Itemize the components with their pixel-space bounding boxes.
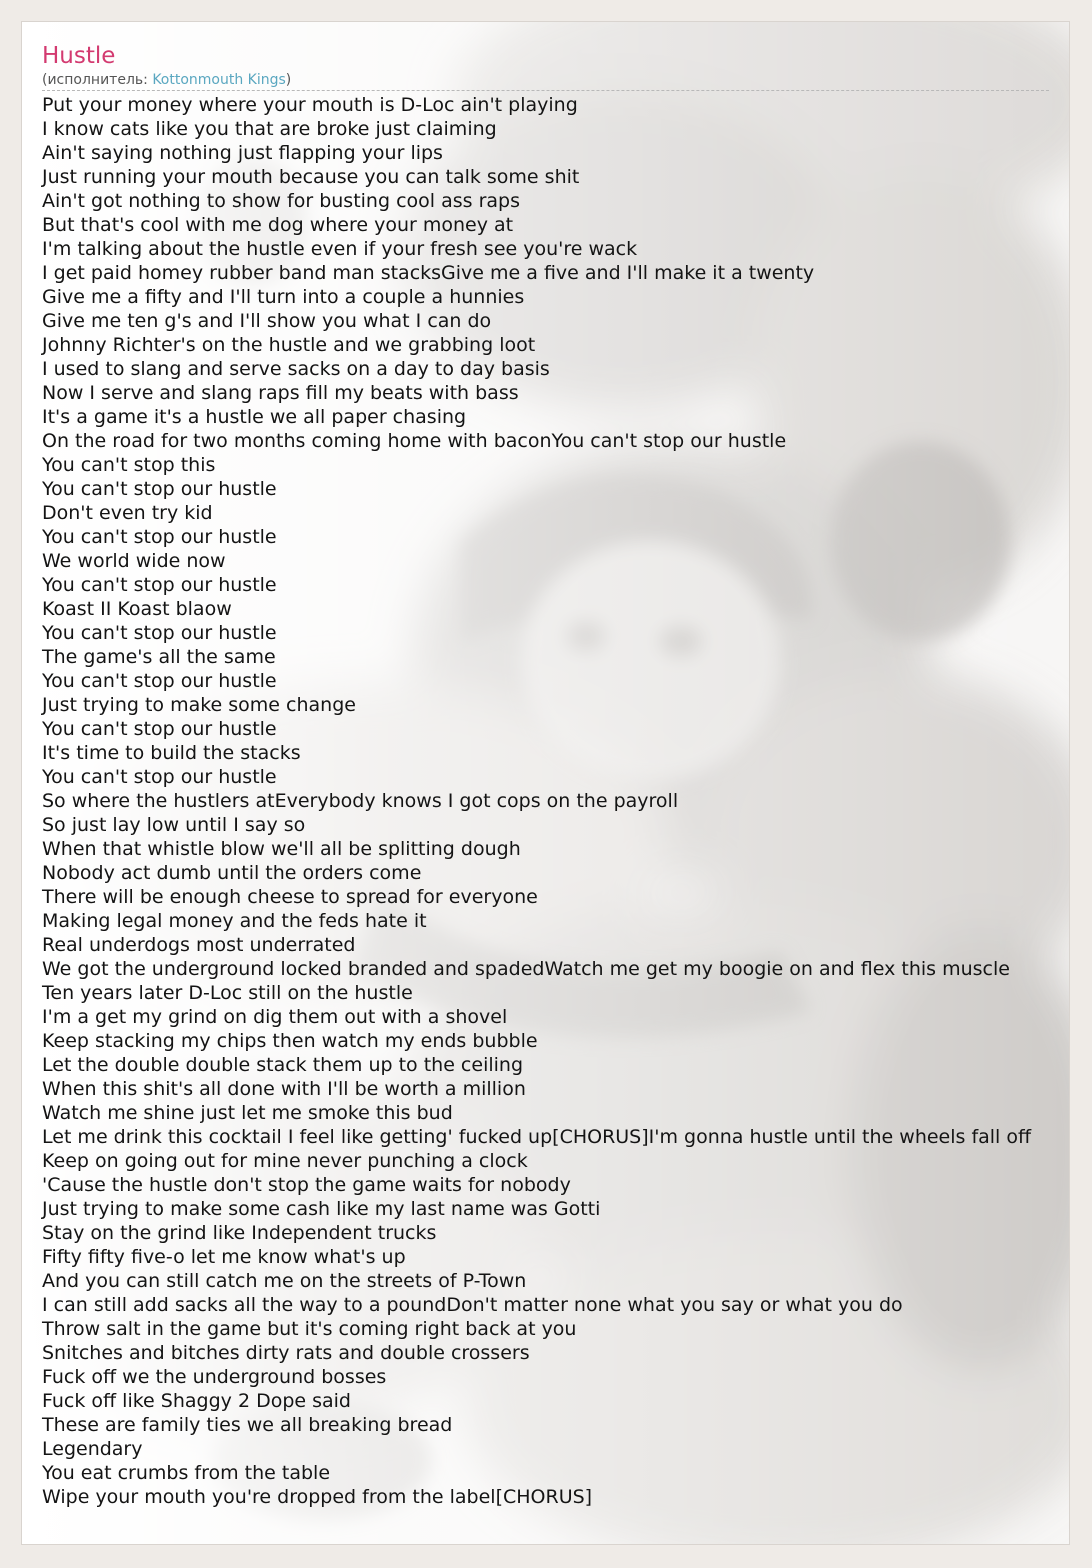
lyric-line: Ain't saying nothing just flapping your lips bbox=[42, 142, 443, 164]
lyric-line: It's a game it's a hustle we all paper chasing bbox=[42, 406, 467, 428]
lyric-line: On the road for two months coming home with baconYou can't stop our hustle bbox=[42, 430, 787, 452]
lyric-line: Let me drink this cocktail I feel like getting' fucked up[CHORUS]I'm gonna hustle until the wheels fall off bbox=[42, 1126, 1032, 1148]
lyric-line: Stay on the grind like Independent trucks bbox=[42, 1222, 437, 1244]
artist-line bbox=[42, 71, 1049, 91]
lyric-line: When that whistle blow we'll all be splitting dough bbox=[42, 838, 521, 860]
lyric-line: Ain't got nothing to show for busting cool ass raps bbox=[42, 190, 520, 212]
artist-link[interactable]: Kottonmouth Kings bbox=[152, 72, 286, 88]
lyric-line: It's time to build the stacks bbox=[42, 742, 301, 764]
lyric-line: I'm talking about the hustle even if your fresh see you're wack bbox=[42, 238, 638, 260]
lyric-line: Just running your mouth because you can talk some shit bbox=[42, 166, 580, 188]
lyric-line: Watch me shine just let me smoke this bud bbox=[42, 1102, 453, 1124]
lyric-line: Nobody act dumb until the orders come bbox=[42, 862, 422, 884]
lyric-line: Fuck off like Shaggy 2 Dope said bbox=[42, 1390, 351, 1412]
lyric-line: You can't stop our hustle bbox=[42, 622, 277, 644]
lyric-line: Ten years later D-Loc still on the hustle bbox=[42, 982, 413, 1004]
lyric-line: Put your money where your mouth is D-Loc ain't playing bbox=[42, 94, 578, 116]
lyric-line: The game's all the same bbox=[42, 646, 276, 668]
lyrics-page bbox=[21, 21, 1070, 1545]
lyric-line: 'Cause the hustle don't stop the game waits for nobody bbox=[42, 1174, 571, 1196]
lyric-line: Throw salt in the game but it's coming right back at you bbox=[42, 1318, 577, 1340]
artist-prefix: (исполнитель: bbox=[42, 72, 153, 88]
lyric-line: Snitches and bitches dirty rats and double crossers bbox=[42, 1342, 530, 1364]
lyric-line: Give me a fifty and I'll turn into a couple a hunnies bbox=[42, 286, 525, 308]
lyric-line: Koast II Koast blaow bbox=[42, 598, 232, 620]
lyric-line: You can't stop our hustle bbox=[42, 670, 277, 692]
lyric-line: Keep on going out for mine never punching a clock bbox=[42, 1150, 528, 1172]
lyric-line: I used to slang and serve sacks on a day to day basis bbox=[42, 358, 550, 380]
lyric-line: I can still add sacks all the way to a poundDon't matter none what you say or what you do bbox=[42, 1294, 903, 1316]
lyric-line: So just lay low until I say so bbox=[42, 814, 306, 836]
lyric-line: Just trying to make some change bbox=[42, 694, 356, 716]
lyric-line: We got the underground locked branded and spadedWatch me get my boogie on and flex this muscle bbox=[42, 958, 1010, 980]
lyric-line: Keep stacking my chips then watch my ends bubble bbox=[42, 1030, 538, 1052]
lyric-line: You can't stop our hustle bbox=[42, 766, 277, 788]
lyric-line: And you can still catch me on the streets of P-Town bbox=[42, 1270, 527, 1292]
lyric-line: You eat crumbs from the table bbox=[42, 1462, 331, 1484]
song-content bbox=[42, 41, 1049, 1509]
lyric-line: Johnny Richter's on the hustle and we grabbing loot bbox=[42, 334, 536, 356]
lyric-line: I get paid homey rubber band man stacksGive me a five and I'll make it a twenty bbox=[42, 262, 815, 284]
song-title: Hustle bbox=[42, 43, 116, 69]
lyric-line: When this shit's all done with I'll be worth a million bbox=[42, 1078, 526, 1100]
lyric-line: Just trying to make some cash like my last name was Gotti bbox=[42, 1198, 601, 1220]
lyric-line: We world wide now bbox=[42, 550, 226, 572]
lyric-line: You can't stop our hustle bbox=[42, 574, 277, 596]
lyric-line: Fifty fifty five-o let me know what's up bbox=[42, 1246, 406, 1268]
lyric-line: Let the double double stack them up to the ceiling bbox=[42, 1054, 524, 1076]
lyric-line: Fuck off we the underground bosses bbox=[42, 1366, 387, 1388]
lyric-line: Real underdogs most underrated bbox=[42, 934, 356, 956]
artist-suffix: ) bbox=[285, 72, 292, 88]
lyric-line: You can't stop our hustle bbox=[42, 526, 277, 548]
lyrics-list bbox=[42, 93, 1049, 1509]
lyric-line: Now I serve and slang raps fill my beats with bass bbox=[42, 382, 519, 404]
lyric-line: You can't stop this bbox=[42, 454, 216, 476]
lyric-line: So where the hustlers atEverybody knows I got cops on the payroll bbox=[42, 790, 679, 812]
lyric-line: Legendary bbox=[42, 1438, 143, 1460]
lyric-line: You can't stop our hustle bbox=[42, 478, 277, 500]
lyric-line: Making legal money and the feds hate it bbox=[42, 910, 427, 932]
lyric-line: I know cats like you that are broke just claiming bbox=[42, 118, 497, 140]
lyric-line: Give me ten g's and I'll show you what I can do bbox=[42, 310, 492, 332]
lyric-line: I'm a get my grind on dig them out with a shovel bbox=[42, 1006, 508, 1028]
lyric-line: There will be enough cheese to spread for everyone bbox=[42, 886, 538, 908]
lyric-line: Don't even try kid bbox=[42, 502, 213, 524]
lyric-line: But that's cool with me dog where your money at bbox=[42, 214, 514, 236]
lyric-line: These are family ties we all breaking bread bbox=[42, 1414, 453, 1436]
lyric-line: Wipe your mouth you're dropped from the label[CHORUS] bbox=[42, 1486, 593, 1508]
lyric-line: You can't stop our hustle bbox=[42, 718, 277, 740]
